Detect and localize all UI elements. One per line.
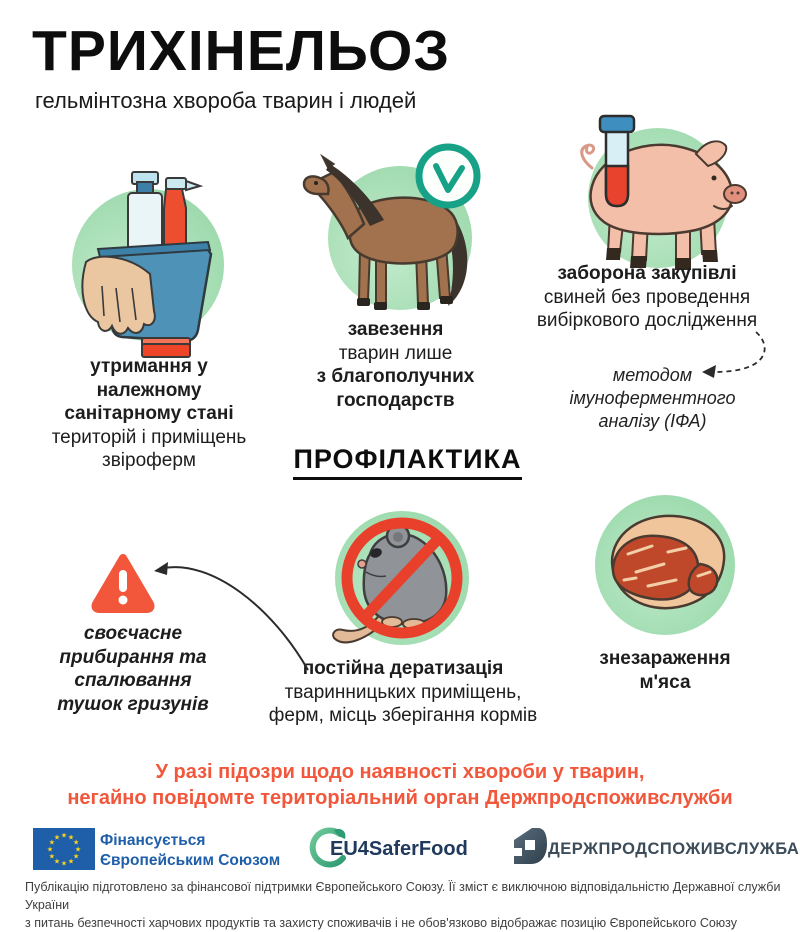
no-rodents-icon <box>318 496 483 661</box>
alert-line: негайно повідомте територіальний орган Держпродспоживслужби <box>67 787 733 809</box>
eu4saferfood-label: EU4SaferFood <box>330 838 468 860</box>
footer-logos <box>0 824 800 876</box>
svg-text:★: ★ <box>72 838 80 847</box>
sourcing-caption <box>298 318 493 412</box>
svg-text:★: ★ <box>67 857 75 866</box>
caption-line: господарств <box>336 389 455 411</box>
caption-line: свиней без проведення <box>543 286 751 308</box>
svg-text:★: ★ <box>74 845 82 854</box>
test-tube-icon <box>600 116 634 206</box>
caption-line: завезення <box>347 319 444 340</box>
disclaimer-line: Публікацію підготовлено за фінансової підтримки Європейського Союзу. Її зміст є виключною відповідальністю Державної служби України <box>25 880 781 912</box>
note-line: імуноферментного <box>569 388 736 408</box>
section-title-wrap <box>280 444 535 480</box>
page-subtitle: гельмінтозна хвороба тварин і людей <box>35 88 417 113</box>
eu-funding-line: Європейським Союзом <box>100 852 281 869</box>
carcass-disposal-caption <box>28 622 238 716</box>
caption-line: м'яса <box>639 671 691 693</box>
svg-text:★: ★ <box>48 838 56 847</box>
caption-line: спалювання <box>74 670 192 691</box>
disclaimer <box>25 878 790 932</box>
caption-line: тушок гризунів <box>57 693 209 715</box>
caption-line: територій і приміщень <box>51 426 247 448</box>
section-title: ПРОФІЛАКТИКА <box>293 444 521 480</box>
alert-banner <box>0 759 800 811</box>
caption-line: звіроферм <box>102 450 196 471</box>
note-line: методом <box>612 365 693 385</box>
caption-line: належному <box>96 379 202 401</box>
svg-text:★: ★ <box>46 845 54 854</box>
alert-line: У разі підозри щодо наявності хвороби у тварин, <box>155 761 645 783</box>
svg-text:★: ★ <box>53 833 61 842</box>
horse-checkmark-icon <box>298 128 498 318</box>
page-title: ТРИХІНЕЛЬОЗ <box>32 19 451 83</box>
caption-line: ферм, місць зберігання кормів <box>268 705 538 726</box>
caption-line: з благополучних <box>316 366 475 387</box>
caption-line: прибирання та <box>59 646 207 668</box>
svg-text:★: ★ <box>67 833 75 842</box>
eu-funding-label <box>100 831 280 871</box>
cleaning-supplies-icon <box>58 150 238 355</box>
svg-text:★: ★ <box>53 857 61 866</box>
svg-text:★: ★ <box>72 852 80 861</box>
sanitation-caption <box>25 355 273 473</box>
caption-line: тваринницьких приміщень, <box>284 681 522 703</box>
caption-line: своєчасне <box>83 623 183 644</box>
purchase-caption <box>522 262 772 333</box>
dpss-logo-icon <box>512 826 548 868</box>
disclaimer-line: з питань безпечності харчових продуктів та захисту споживачів і не обов'язково відображає позицію Європейського Союзу <box>25 916 738 930</box>
caption-line: постійна дератизація <box>302 658 504 679</box>
caption-line: заборона закупівлі <box>557 263 737 284</box>
eu-flag-icon <box>33 828 95 870</box>
elisa-note <box>560 364 745 433</box>
caption-line: утримання у <box>90 356 208 377</box>
svg-text:★: ★ <box>60 831 68 840</box>
pig-testtube-icon <box>558 110 753 275</box>
caption-line: санітарному стані <box>64 403 234 424</box>
caption-line: вибіркового дослідження <box>536 310 758 331</box>
svg-text:★: ★ <box>48 852 56 861</box>
dpss-label: ДЕРЖПРОДСПОЖИВСЛУЖБА <box>548 840 800 858</box>
eu-funding-line: Фінансується <box>100 832 206 849</box>
caption-line: тварин лише <box>338 342 453 364</box>
eu4saferfood-logo <box>306 824 476 876</box>
svg-text:★: ★ <box>60 859 68 868</box>
meat-icon <box>588 488 743 643</box>
note-line: аналізу (ІФА) <box>598 411 707 431</box>
caption-line: знезараження <box>599 648 731 669</box>
meat-caption <box>560 647 770 694</box>
